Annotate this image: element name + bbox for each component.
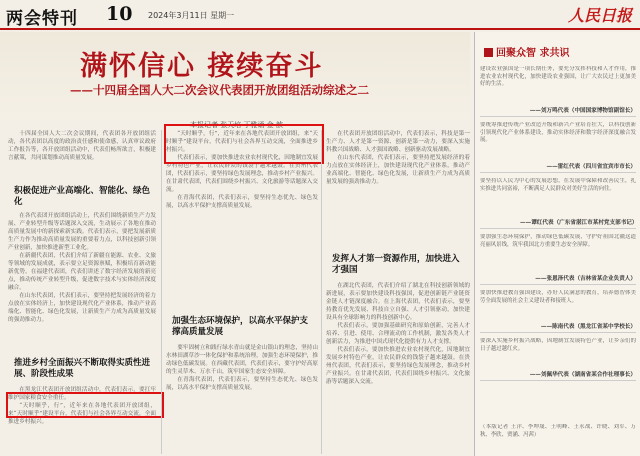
sidebar-title-text: 回聚众智 求共识 (496, 48, 570, 59)
paragraph: 在湖北代表团，代表们介绍了湖北在科技创新领域的新进展，表示要加快建设科技强国，促进创新链产业链资金链人才链深度融合。在上海代表团，代表们表示，要坚持教育优先发展、科技自立自强、人才引领驱动，加快建设具有全球影响力的科技创新中心。 (326, 283, 470, 321)
paper-logo: 人民日报 (568, 6, 633, 25)
divider (480, 332, 636, 333)
paragraph: “天时顺乎，行”，近年来在各地代表团开放团组，来“天时顺乎”建设平台，代表们与社会各界互动交流，全面推进乡村振兴。 (166, 131, 318, 153)
quote-author: ——刘万鸣代表（中国国家博物馆副馆长） (529, 108, 636, 114)
byline: 本报记者 张天培 丁雅诵 金 歆 (190, 121, 283, 129)
article-column-1b (8, 212, 156, 350)
sidebar-title (484, 44, 569, 59)
paragraph: 在青海代表团，代表们表示，要坚持生态优先、绿色发展，以高水平保护支撑高质量发展。 (166, 195, 318, 209)
quote-text: 要加强生态环境保护，推动绿色低碳发展，守护好祖国北疆这道亮丽风景线，筑牢我国北方重要生态安全屏障。 (480, 234, 636, 248)
article-column-2b (166, 344, 318, 454)
page-subtitle: ——十四届全国人大二次会议代表团开放团组活动综述之二 (70, 83, 369, 97)
paragraph: 在山东代表团，代表们表示，要坚持把发展经济的着力点放在实体经济上，加快建设现代化产业体系，推动产业高端化、智能化、绿色化发展，让新质生产力成为高质量发展的强劲推动力。 (326, 155, 470, 185)
subhead-ecology: 加强生态环境保护，以高水平保护支撑高质量发展 (172, 316, 309, 337)
quote-author: ——谭红代表（广东省湛江市某村党支部书记） (520, 220, 638, 226)
quote-text: 建设农业强国是一项长期任务，要充分发挥科技和人才作用，推进农业农村现代化，加快建设农业强国，让广大农民过上更加美好的生活。 (480, 66, 636, 88)
divider (480, 228, 636, 229)
divider (480, 284, 636, 285)
page-number: 10 (106, 3, 133, 25)
divider (480, 172, 636, 173)
issue-date: 2024年3月11日 星期一 (148, 11, 235, 20)
page-title: 满怀信心 接续奋斗 (80, 51, 324, 82)
article-column-3b (326, 282, 470, 454)
quote-author: ——张恩泽代表（吉林省某企业负责人） (535, 276, 636, 282)
paragraph: 在代表团开放团组活动中，代表们表示，科技是第一生产力、人才是第一资源、创新是第一动力，要深入实施科教兴国战略、人才强国战略、创新驱动发展战略。 (326, 131, 470, 153)
quote-author: ——陈南代表（黑龙江省某中学校长） (540, 324, 636, 330)
paragraph: “天时顺乎，行”，近年来在各地代表团开放团组，来“天时顺乎”建设平台，代表们与社会各界互动交流，全面推进乡村振兴。 (8, 403, 156, 425)
divider (480, 116, 636, 117)
quote-author: ——雷红代表（四川省宜宾市市长） (546, 164, 636, 170)
column-divider (161, 130, 162, 454)
quote-text: 要深入实施乡村振兴战略，因地制宜发展特色产业，让乡亲们的日子越过越红火。 (480, 338, 636, 352)
divider (480, 380, 636, 381)
paragraph: 在新疆代表团，代表们介绍了新疆在能源、农业、文旅等领域的发展成就，表示要立足资源禀赋，积极培育新动能新优势。在福建代表团，代表们讲述了数字经济发展的新亮点，推动传统产业转型升级，促进数字技术与实体经济深度融合。 (8, 253, 156, 291)
paragraph: 代表们表示，要加强基础研究和原始创新，完善人才培养、引进、使用、合理流动的工作机制，激发各类人才创新活力，为推进中国式现代化提供有力人才支撑。 (326, 323, 470, 345)
paragraph: 代表们表示，要加快推进农业农村现代化，因地制宜发展乡村特色产业，让农民群众的钱袋子越来越鼓。在贵州代表团，代表们表示，要坚持绿色发展理念，推动乡村产业振兴。在甘肃代表团，代表们围绕乡村振兴、文化旅游等话题深入交流。 (326, 347, 470, 385)
subhead-rural: 推进乡村全面振兴不断取得实质性进展、阶段性成果 (14, 358, 151, 379)
section-name: 两会特刊 (6, 9, 78, 29)
paragraph: 在黑龙江代表团开放团组活动中，代表们表示，要扛牢维护国家粮食安全重任。 (8, 387, 156, 401)
quote-author: ——刘佩华代表（湖南省某合作社理事长） (529, 372, 636, 378)
paragraph: 在山东代表团，代表们表示，要坚持把发展经济的着力点放在实体经济上，加快建设现代化产业体系，推动产业高端化、智能化、绿色化发展，让新质生产力成为高质量发展的强劲推动力。 (8, 293, 156, 323)
article-column-3a (326, 130, 470, 248)
column-divider (321, 130, 322, 454)
highlight-box-lower (6, 392, 164, 418)
quote-text: 要统筹推进传统产业改造升级和新兴产业培育壮大，以科技创新引领现代化产业体系建设，推动实体经济和数字经济深度融合发展。 (480, 122, 636, 144)
paragraph: 要牢固树立和践行绿水青山就是金山银山的理念，坚持山水林田湖草沙一体化保护和系统治理，加强生态环境保护，推动绿色低碳发展。在西藏代表团，代表们表示，要守护好高原的生灵草木、万水千山，筑牢国家生态安全屏障。 (166, 345, 318, 375)
subhead-talent: 发挥人才第一资源作用，加快进入才强国 (332, 254, 460, 275)
paragraph: 代表们表示，要加快推进农业农村现代化，因地制宜发展乡村特色产业，让农民群众的钱袋子越来越鼓。在贵州代表团，代表们表示，要坚持绿色发展理念，推动乡村产业振兴。在甘肃代表团，代表们围绕乡村振兴、文化旅游等话题深入交流。 (166, 155, 318, 193)
paragraph: 在青海代表团，代表们表示，要坚持生态优先、绿色发展，以高水平保护支撑高质量发展。 (166, 377, 318, 391)
paragraph: 十四届全国人大二次会议期间，代表团各开放团组活动，各代表团以高度的政治责任感和使命感，认真审议政府工作报告等，各开放团组活动中，代表们畅所欲言，积极建言献策，共同谋划推动高质量发展。 (8, 131, 156, 161)
quote-text: 要加快推进教育强国建设，办好人民满意的教育，培养德智体美劳全面发展的社会主义建设者和接班人。 (480, 290, 636, 304)
paragraph: 在各代表团开放团组活动上，代表们围绕新质生产力发展、产业转型升级等话题深入交流，生动展示了各地在推动高质量发展中的新探索新实践。代表们表示，要把发展新质生产力作为推动高质量发展的重要着力点，以科技创新引领产业创新，加快推进新型工业化。 (8, 213, 156, 251)
square-icon (484, 48, 493, 57)
reporter-credit: （本版记者 王洋、李坤晟、王明峰、王永战、许晓、刘军、万秋、李欣、贾涵、冯茜） (480, 424, 636, 438)
quote-text: 要坚持以人民为中心的发展思想，在发展中保障和改善民生，扎实推进共同富裕，不断满足人民群众对美好生活的向往。 (480, 178, 636, 192)
article-column-1a (8, 130, 156, 182)
subhead-industry: 积极促进产业高端化、智能化、绿色化 (14, 186, 151, 207)
masthead (0, 0, 640, 30)
highlight-box-upper (164, 124, 324, 164)
